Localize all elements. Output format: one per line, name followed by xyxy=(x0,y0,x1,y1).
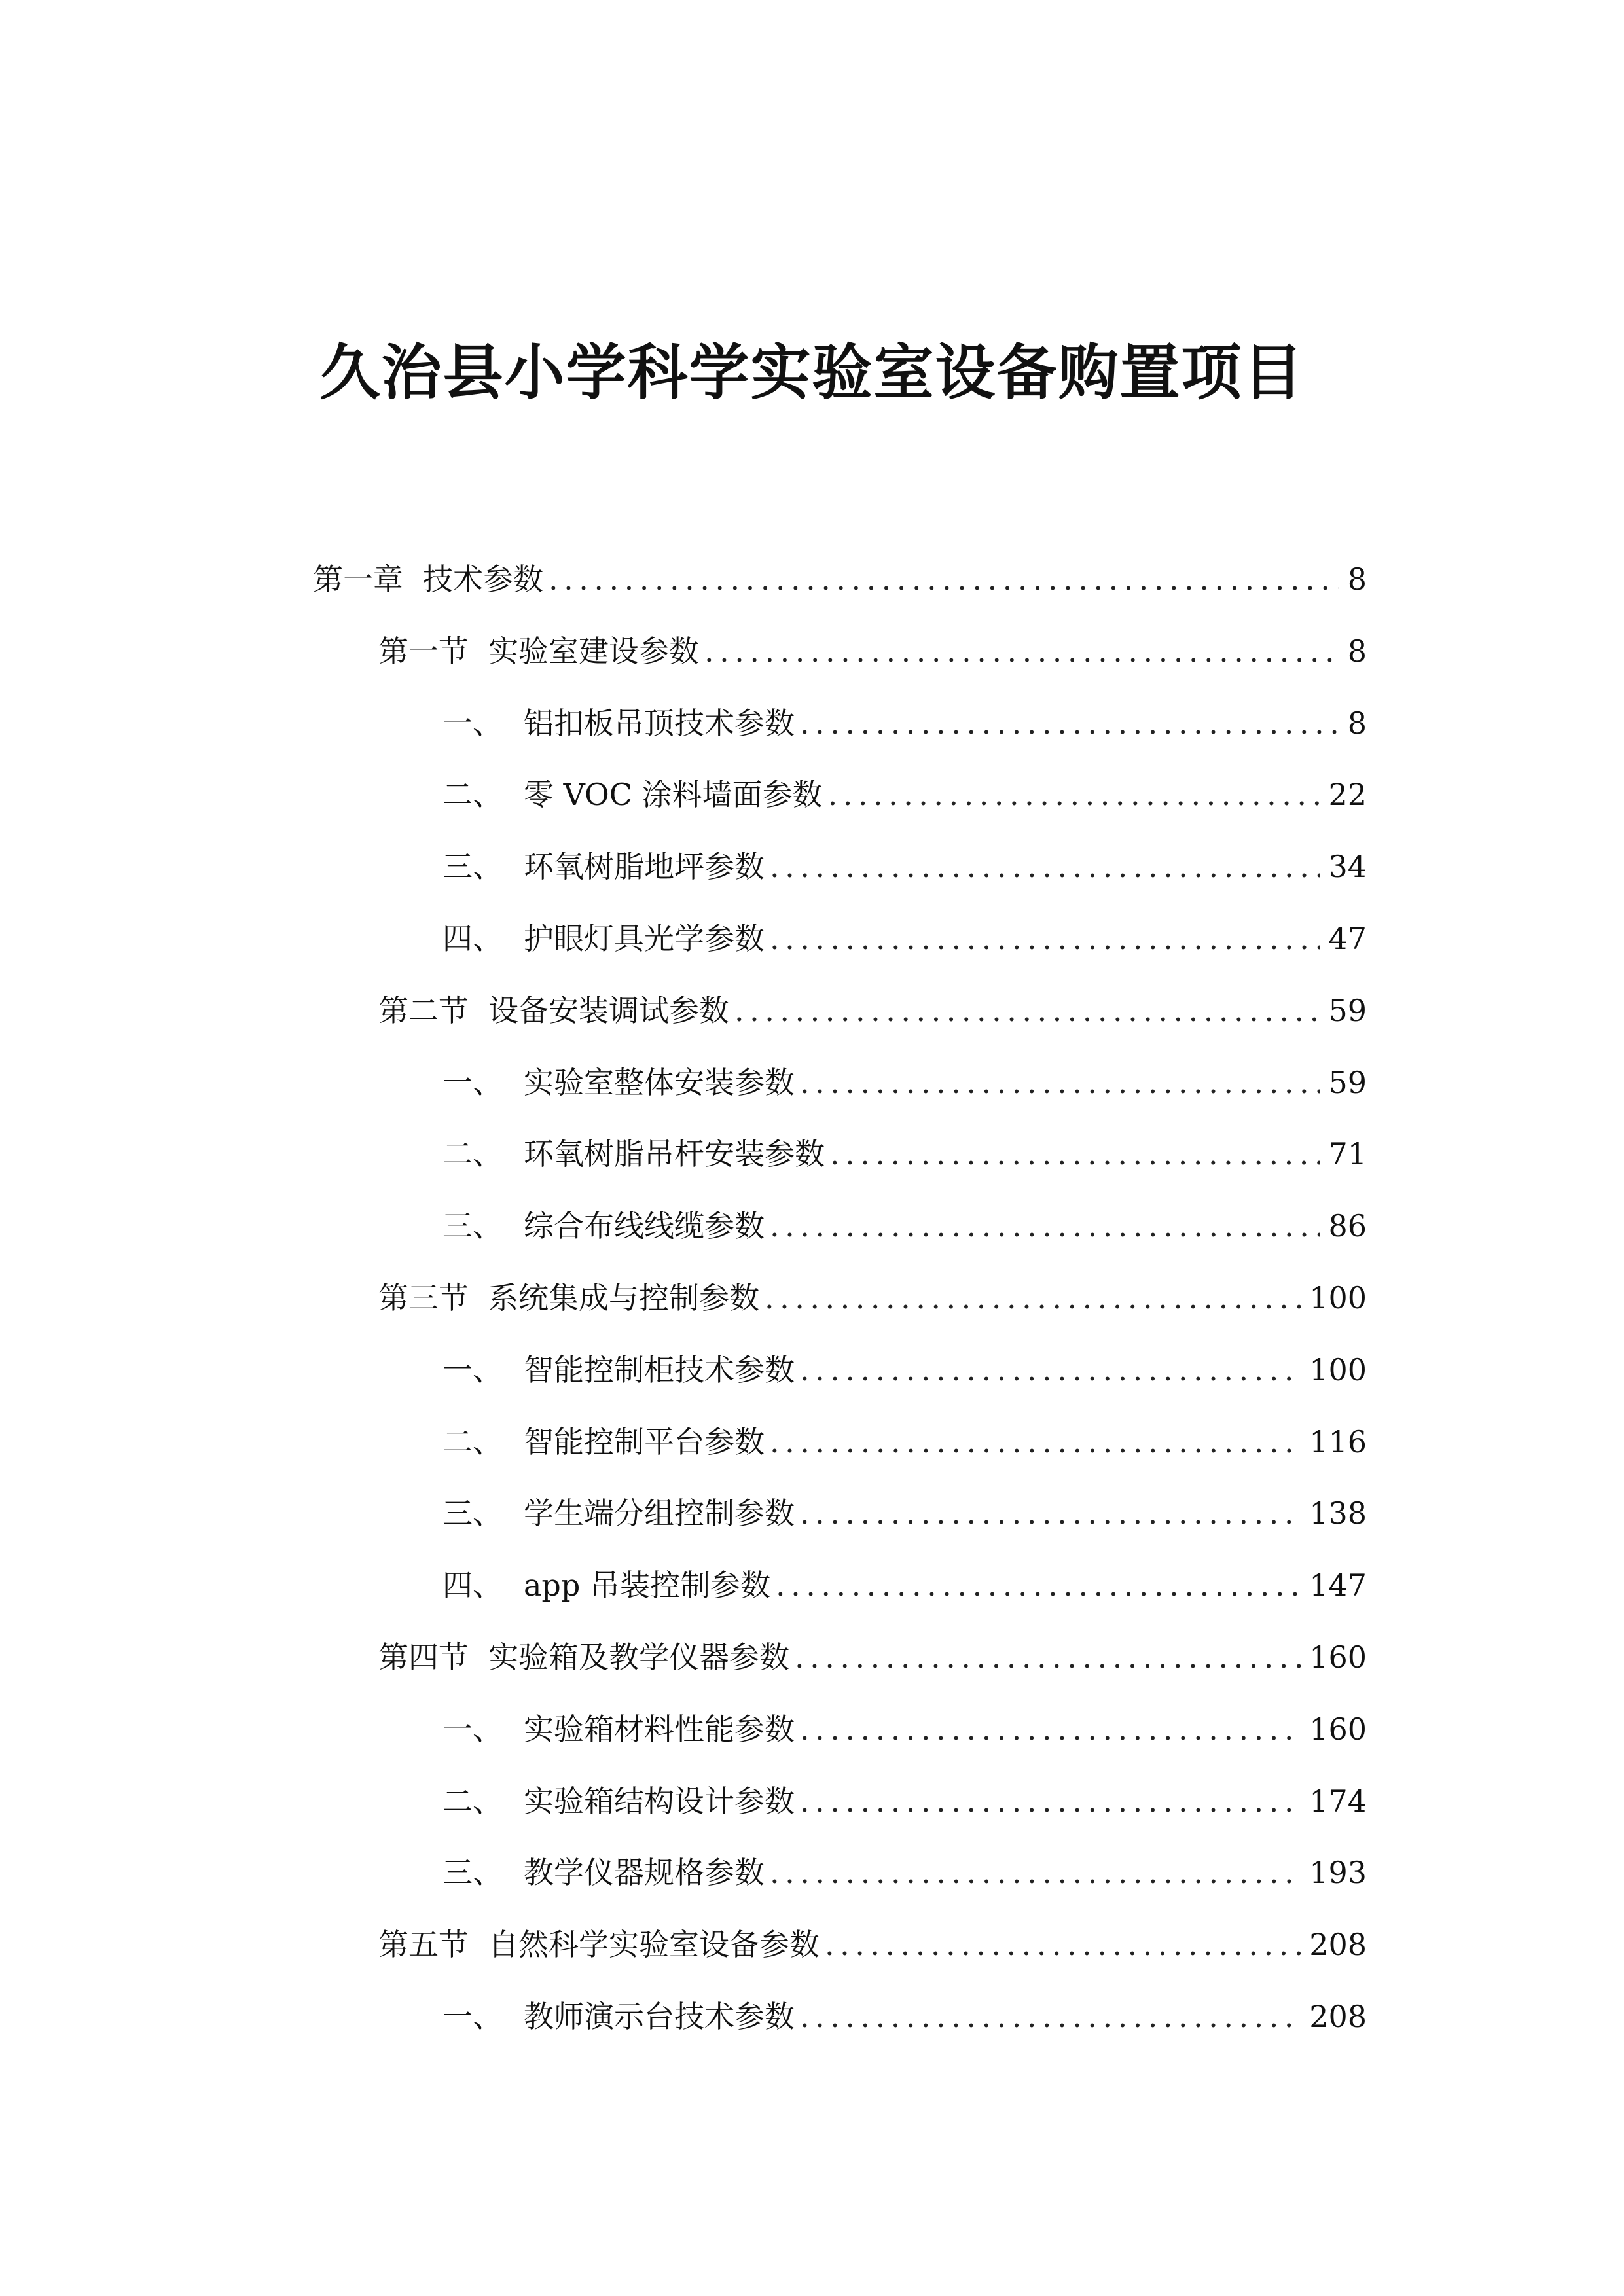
toc-entry-number: 四、 xyxy=(442,921,503,956)
toc-entry-item[interactable] xyxy=(442,1200,1367,1252)
toc-entry-title: 零 VOC 涂料墙面参数 xyxy=(524,777,823,812)
toc-entry-item[interactable] xyxy=(442,1487,1367,1539)
toc-entry-page-number: 174 xyxy=(1309,1784,1367,1819)
toc-dot-leader xyxy=(770,1416,1301,1468)
toc-entry-page-number: 147 xyxy=(1309,1568,1367,1603)
toc-dot-leader xyxy=(800,1775,1301,1827)
toc-entry-item[interactable] xyxy=(442,1344,1367,1396)
toc-entry-item[interactable] xyxy=(442,1775,1367,1827)
toc-entry-page-number: 100 xyxy=(1309,1280,1367,1316)
toc-dot-leader xyxy=(800,1056,1320,1109)
toc-entry-title: 实验箱结构设计参数 xyxy=(524,1784,795,1819)
toc-entry-number: 一、 xyxy=(442,1999,503,2034)
toc-dot-leader xyxy=(800,697,1339,749)
toc-entry-page-number: 208 xyxy=(1309,1927,1367,1962)
toc-entry-number: 三、 xyxy=(442,1855,503,1890)
toc-entry-title: 智能控制柜技术参数 xyxy=(524,1352,795,1388)
toc-entry-title: 实验室建设参数 xyxy=(488,634,699,669)
toc-entry-item[interactable] xyxy=(442,1416,1367,1468)
toc-entry-item[interactable] xyxy=(442,1703,1367,1755)
toc-entry-number: 二、 xyxy=(442,1784,503,1819)
toc-entry-page-number: 34 xyxy=(1328,849,1367,884)
toc-entry-page-number: 22 xyxy=(1328,777,1367,812)
toc-entry-number: 第五节 xyxy=(378,1927,469,1962)
toc-entry-page-number: 116 xyxy=(1309,1424,1367,1460)
toc-entry-item[interactable] xyxy=(442,912,1367,965)
toc-dot-leader xyxy=(770,912,1320,965)
toc-entry-page-number: 8 xyxy=(1347,634,1367,669)
toc-entry-page-number: 86 xyxy=(1328,1208,1367,1244)
toc-dot-leader xyxy=(734,984,1320,1037)
toc-entry-item[interactable] xyxy=(442,1846,1367,1899)
toc-entry-item[interactable] xyxy=(442,840,1367,893)
toc-entry-section[interactable] xyxy=(378,1272,1367,1324)
toc-entry-section[interactable] xyxy=(378,625,1367,677)
toc-entry-title: 实验箱及教学仪器参数 xyxy=(488,1640,789,1675)
toc-entry-title: 教学仪器规格参数 xyxy=(524,1855,765,1890)
toc-entry-number: 二、 xyxy=(442,777,503,812)
toc-entry-number: 三、 xyxy=(442,1208,503,1244)
toc-dot-leader xyxy=(800,1344,1301,1396)
toc-entry-number: 一、 xyxy=(442,706,503,741)
toc-entry-item[interactable] xyxy=(442,1056,1367,1109)
toc-entry-page-number: 71 xyxy=(1328,1136,1367,1172)
toc-dot-leader xyxy=(795,1631,1301,1683)
toc-entry-chapter[interactable] xyxy=(313,553,1367,605)
toc-entry-item[interactable] xyxy=(442,1990,1367,2043)
toc-entry-page-number: 208 xyxy=(1309,1999,1367,2034)
toc-entry-number: 一、 xyxy=(442,1065,503,1100)
toc-entry-title: 自然科学实验室设备参数 xyxy=(488,1927,820,1962)
toc-entry-number: 二、 xyxy=(442,1136,503,1172)
toc-dot-leader xyxy=(704,625,1339,677)
toc-dot-leader xyxy=(770,1200,1320,1252)
toc-entry-number: 二、 xyxy=(442,1424,503,1460)
toc-entry-title: 智能控制平台参数 xyxy=(524,1424,765,1460)
toc-entry-number: 四、 xyxy=(442,1568,503,1603)
toc-entry-item[interactable] xyxy=(442,697,1367,749)
toc-entry-number: 一、 xyxy=(442,1712,503,1747)
toc-dot-leader xyxy=(549,553,1339,605)
toc-dot-leader xyxy=(770,840,1320,893)
toc-dot-leader xyxy=(828,768,1321,821)
toc-entry-section[interactable] xyxy=(378,1918,1367,1971)
toc-entry-item[interactable] xyxy=(442,1128,1367,1180)
toc-entry-number: 一、 xyxy=(442,1352,503,1388)
toc-entry-page-number: 8 xyxy=(1347,706,1367,741)
toc-entry-title: app 吊装控制参数 xyxy=(524,1568,770,1603)
toc-entry-number: 第二节 xyxy=(378,993,469,1028)
toc-entry-page-number: 47 xyxy=(1328,921,1367,956)
toc-dot-leader xyxy=(800,1703,1301,1755)
toc-entry-title: 系统集成与控制参数 xyxy=(488,1280,759,1316)
toc-entry-title: 实验箱材料性能参数 xyxy=(524,1712,795,1747)
toc-entry-number: 第一章 xyxy=(313,562,403,597)
toc-entry-section[interactable] xyxy=(378,1631,1367,1683)
toc-dot-leader xyxy=(800,1990,1301,2043)
toc-dot-leader xyxy=(825,1918,1301,1971)
page-title: 久治县小学科学实验室设备购置项目 xyxy=(319,338,1305,408)
toc-dot-leader xyxy=(770,1846,1301,1899)
toc-dot-leader xyxy=(776,1559,1301,1611)
toc-entry-title: 综合布线线缆参数 xyxy=(524,1208,765,1244)
toc-entry-title: 铝扣板吊顶技术参数 xyxy=(524,706,795,741)
toc-entry-page-number: 138 xyxy=(1309,1496,1367,1531)
toc-entry-number: 第三节 xyxy=(378,1280,469,1316)
toc-entry-page-number: 59 xyxy=(1328,993,1367,1028)
toc-entry-title: 教师演示台技术参数 xyxy=(524,1999,795,2034)
toc-entry-page-number: 160 xyxy=(1309,1640,1367,1675)
toc-entry-number: 第四节 xyxy=(378,1640,469,1675)
toc-entry-page-number: 100 xyxy=(1309,1352,1367,1388)
toc-entry-title: 设备安装调试参数 xyxy=(488,993,729,1028)
toc-dot-leader xyxy=(800,1487,1301,1539)
toc-entry-page-number: 160 xyxy=(1309,1712,1367,1747)
toc-entry-item[interactable] xyxy=(442,768,1367,821)
toc-entry-number: 三、 xyxy=(442,849,503,884)
toc-entry-number: 第一节 xyxy=(378,634,469,669)
toc-entry-section[interactable] xyxy=(378,984,1367,1037)
toc-entry-page-number: 59 xyxy=(1328,1065,1367,1100)
toc-entry-title: 环氧树脂吊杆安装参数 xyxy=(524,1136,825,1172)
toc-entry-title: 技术参数 xyxy=(423,562,543,597)
toc-entry-title: 护眼灯具光学参数 xyxy=(524,921,765,956)
toc-entry-title: 学生端分组控制参数 xyxy=(524,1496,795,1531)
toc-entry-page-number: 193 xyxy=(1309,1855,1367,1890)
toc-dot-leader xyxy=(765,1272,1301,1324)
toc-entry-title: 环氧树脂地坪参数 xyxy=(524,849,765,884)
toc-dot-leader xyxy=(830,1128,1320,1180)
toc-entry-title: 实验室整体安装参数 xyxy=(524,1065,795,1100)
toc-entry-page-number: 8 xyxy=(1347,562,1367,597)
toc-entry-item[interactable] xyxy=(442,1559,1367,1611)
toc-entry-number: 三、 xyxy=(442,1496,503,1531)
